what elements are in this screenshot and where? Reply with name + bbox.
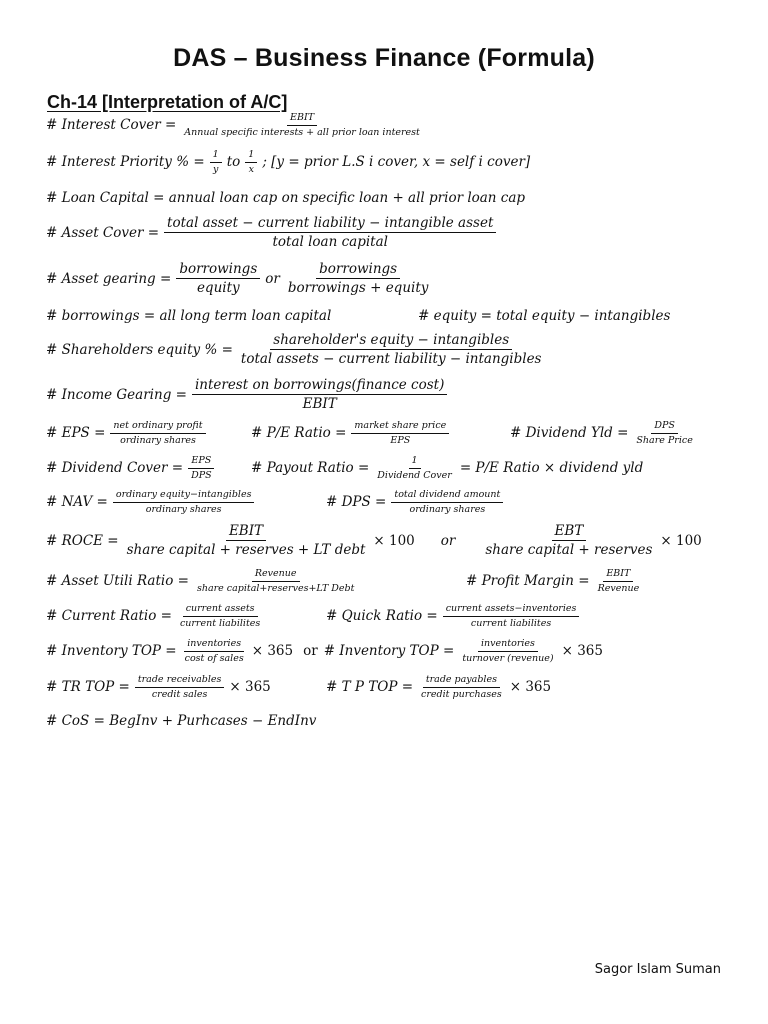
chapter-heading: Ch-14 [Interpretation of A/C]	[47, 92, 288, 112]
fraction	[238, 333, 545, 366]
numerator: net ordinary profit	[110, 421, 205, 434]
formula-text: # equity = total equity − intangibles	[418, 308, 671, 324]
formula-label: # Payout Ratio =	[251, 460, 370, 477]
denominator: credit purchases	[421, 688, 502, 700]
formula-label: # Profit Margin =	[466, 573, 590, 590]
denominator: total assets − current liability − intangibles	[240, 351, 542, 368]
formula-asset-gearing	[46, 262, 436, 295]
author-signature: Sagor Islam Suman	[594, 962, 721, 977]
formula-label: # P/E Ratio =	[251, 425, 347, 442]
fraction	[176, 262, 260, 295]
formula-pe-ratio	[251, 421, 454, 446]
formula-nav	[46, 490, 259, 515]
numerator: 1	[409, 456, 421, 469]
formula-eps	[46, 421, 211, 446]
multiplier: × 100	[373, 532, 415, 549]
numerator: EBIT	[226, 524, 266, 541]
denominator: Dividend Cover	[377, 469, 452, 481]
fraction	[194, 569, 357, 594]
multiplier: × 365	[229, 679, 271, 696]
formula-label: # T P TOP =	[326, 679, 414, 696]
fraction	[210, 150, 222, 175]
fraction	[177, 604, 263, 629]
numerator: EBT	[552, 524, 587, 541]
numerator: trade payables	[423, 675, 500, 688]
formula-quick-ratio	[326, 604, 584, 629]
denominator: ordinary shares	[409, 503, 486, 515]
multiplier: × 365	[509, 679, 552, 696]
connector-text: to	[226, 154, 241, 171]
numerator: current assets	[183, 604, 258, 617]
fraction	[595, 569, 643, 594]
numerator: 1	[245, 150, 257, 163]
formula-label: # Current Ratio =	[46, 608, 172, 625]
formula-profit-margin	[466, 569, 647, 594]
numerator: market share price	[351, 421, 449, 434]
formula-label: # Asset Cover =	[46, 224, 160, 241]
numerator: interest on borrowings(finance cost)	[192, 378, 447, 395]
numerator: EBIT	[603, 569, 633, 582]
formula-label: # Dividend Cover =	[46, 460, 184, 477]
numerator: EBIT	[287, 113, 317, 126]
formula-text: # CoS = BegInv + Purhcases − EndInv	[46, 713, 317, 729]
formula-label: # Inventory TOP =	[46, 643, 177, 660]
formula-asset-cover	[46, 216, 501, 249]
numerator: inventories	[184, 639, 244, 652]
numerator: ordinary equity−intangibles	[113, 490, 255, 503]
formula-label: # EPS =	[46, 425, 106, 442]
numerator: DPS	[651, 421, 678, 434]
formula-label: # Dividend Yld =	[510, 425, 629, 442]
connector-text: or	[265, 270, 280, 287]
formula-label: # ROCE =	[46, 532, 119, 549]
numerator: 1	[210, 150, 222, 163]
fraction	[164, 216, 496, 249]
formula-label: # Shareholders equity % =	[46, 341, 233, 358]
formula-current-ratio	[46, 604, 268, 629]
formula-roce	[46, 524, 702, 557]
denominator: DPS	[191, 469, 212, 481]
formula-inventory-top	[46, 639, 603, 664]
multiplier: × 365	[561, 643, 603, 660]
formula-cos	[46, 713, 316, 729]
denominator: turnover (revenue)	[462, 652, 554, 664]
denominator: cost of sales	[184, 652, 244, 664]
fraction	[459, 639, 556, 664]
denominator: EPS	[390, 434, 411, 446]
denominator: ordinary shares	[145, 503, 222, 515]
fraction	[633, 421, 695, 446]
denominator: Share Price	[636, 434, 693, 446]
formula-label: # Inventory TOP =	[323, 643, 455, 660]
fraction	[188, 456, 215, 481]
denominator: y	[213, 163, 219, 175]
fraction	[418, 675, 505, 700]
fraction	[124, 524, 369, 557]
formula-interest-cover	[46, 113, 428, 138]
fraction	[351, 421, 449, 446]
formula-dividend-yld	[510, 421, 701, 446]
formula-label: # NAV =	[46, 494, 108, 511]
formula-label: # TR TOP =	[46, 679, 130, 696]
connector-text: or	[303, 643, 318, 660]
denominator: share capital + reserves + LT debt	[126, 542, 366, 559]
formula-tr-top	[46, 675, 271, 700]
denominator: current liabilites	[179, 617, 261, 629]
formula-interest-priority	[46, 150, 530, 175]
formula-text: # borrowings = all long term loan capital	[46, 308, 332, 324]
numerator: trade receivables	[135, 675, 225, 688]
formula-label: # DPS =	[326, 494, 387, 511]
fraction	[482, 524, 655, 557]
fraction	[135, 675, 225, 700]
fraction	[110, 421, 205, 446]
multiplier: × 100	[660, 532, 702, 549]
denominator: Revenue	[597, 582, 640, 594]
fraction	[181, 113, 423, 138]
denominator: x	[248, 163, 254, 175]
denominator: EBIT	[302, 396, 337, 413]
denominator: current liabilites	[470, 617, 552, 629]
formula-tp-top	[326, 675, 551, 700]
denominator: share capital+reserves+LT Debt	[196, 582, 355, 594]
denominator: total loan capital	[272, 234, 388, 251]
formula-label: # Quick Ratio =	[326, 608, 438, 625]
formula-shareholders-equity	[46, 333, 550, 366]
formula-label: # Interest Cover =	[46, 117, 177, 134]
fraction	[443, 604, 580, 629]
numerator: total asset − current liability − intangible asset	[164, 216, 496, 233]
denominator: credit sales	[151, 688, 208, 700]
fraction	[113, 490, 255, 515]
fraction	[245, 150, 257, 175]
formula-asset-utili-ratio	[46, 569, 362, 594]
fraction	[374, 456, 455, 481]
connector-text: or	[440, 532, 456, 549]
denominator: ordinary shares	[120, 434, 196, 446]
fraction	[182, 639, 247, 664]
formula-payout-ratio	[251, 456, 643, 481]
numerator: shareholder's equity − intangibles	[270, 333, 512, 350]
formula-label: # Asset Utili Ratio =	[46, 573, 189, 590]
formula-borrowings	[46, 308, 331, 324]
numerator: current assets−inventories	[443, 604, 580, 617]
page-title: DAS – Business Finance (Formula)	[173, 44, 595, 72]
denominator: equity	[196, 280, 240, 297]
formula-note: ; [y = prior L.S i cover, x = self i cover]	[262, 154, 531, 171]
denominator: borrowings + equity	[287, 280, 429, 297]
numerator: total dividend amount	[391, 490, 503, 503]
denominator: Annual specific interests + all prior loan interest	[184, 126, 420, 138]
multiplier: × 365	[251, 643, 294, 660]
fraction	[192, 378, 447, 411]
formula-text: # Loan Capital = annual loan cap on specific loan + all prior loan cap	[46, 190, 526, 206]
numerator: EPS	[188, 456, 214, 469]
fraction	[285, 262, 432, 295]
formula-rest: = P/E Ratio × dividend yld	[459, 460, 644, 477]
formula-loan-capital	[46, 190, 525, 206]
formula-label: # Interest Priority % =	[46, 154, 205, 171]
numerator: borrowings	[316, 262, 400, 279]
numerator: Revenue	[252, 569, 300, 582]
formula-equity	[418, 308, 670, 324]
denominator: share capital + reserves	[485, 542, 653, 559]
formula-dps	[326, 490, 508, 515]
formula-dividend-cover	[46, 456, 220, 481]
numerator: inventories	[478, 639, 538, 652]
numerator: borrowings	[176, 262, 260, 279]
formula-label: # Asset gearing =	[46, 270, 172, 287]
formula-label: # Income Gearing =	[46, 386, 187, 403]
formula-income-gearing	[46, 378, 452, 411]
fraction	[391, 490, 503, 515]
